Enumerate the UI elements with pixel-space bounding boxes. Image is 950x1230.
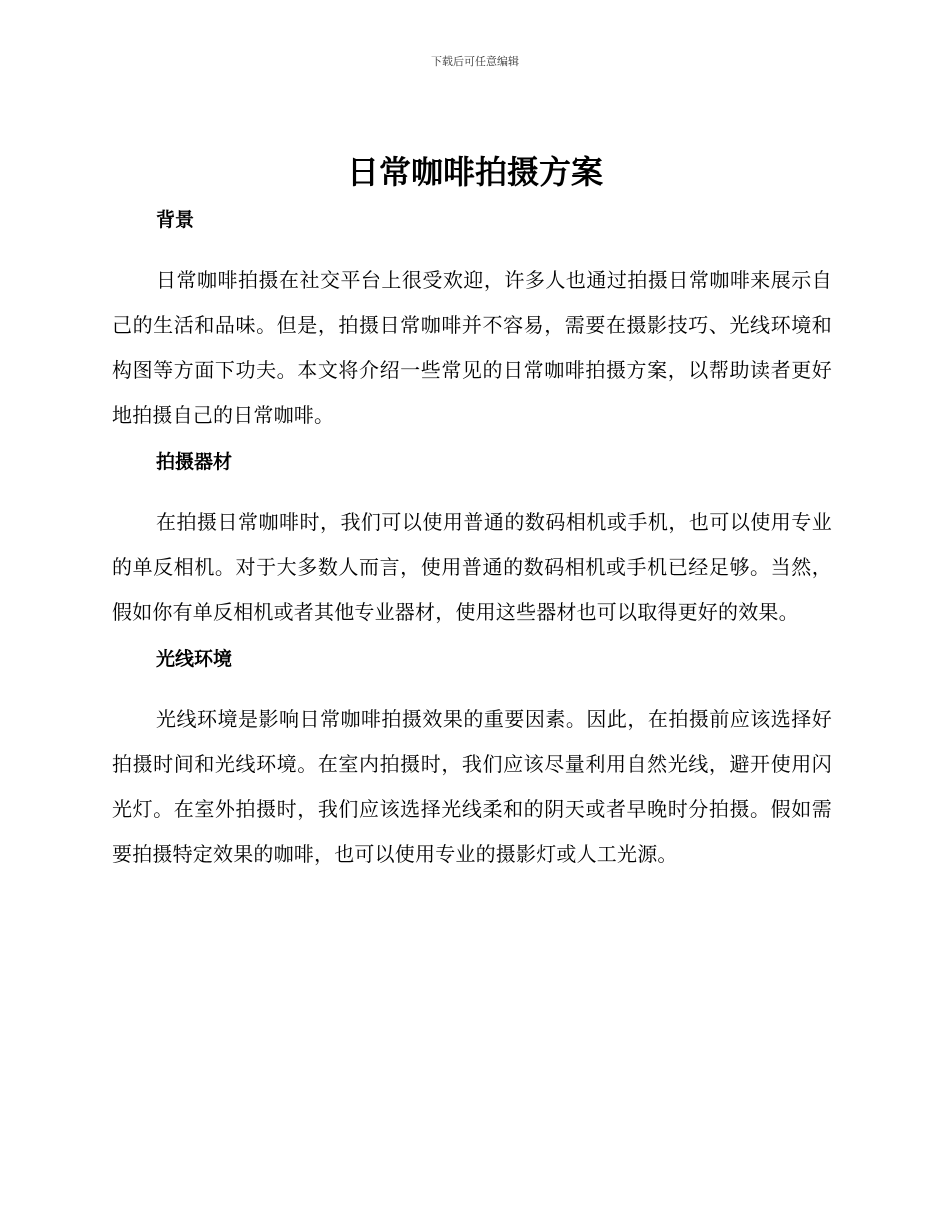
section-paragraph-lighting: 光线环境是影响日常咖啡拍摄效果的重要因素。因此，在拍摄前应该选择好拍摄时间和光线环境。在室内拍摄时，我们应该尽量利用自然光线，避开使用闪光灯。在室外拍摄时，我们应该选择光线柔和的阴天或者早晚时分拍摄。假如需要拍摄特定效果的咖啡，也可以使用专业的摄影灯或人工光源。 bbox=[112, 707, 832, 866]
section-heading-lighting: 光线环境 bbox=[156, 648, 233, 670]
section-heading-equipment: 拍摄器材 bbox=[156, 451, 233, 473]
document-title: 日常咖啡拍摄方案 bbox=[346, 153, 603, 191]
section-heading-background: 背景 bbox=[156, 209, 195, 231]
document-body bbox=[112, 202, 832, 877]
section-paragraph-equipment: 在拍摄日常咖啡时，我们可以使用普通的数码相机或手机，也可以使用专业的单反相机。对于大多数人而言，使用普通的数码相机或手机已经足够。当然，假如你有单反相机或者其他专业器材，使用这些器材也可以取得更好的效果。 bbox=[112, 510, 832, 624]
page-header-note: 下载后可任意编辑 bbox=[431, 55, 519, 68]
section-paragraph-background: 日常咖啡拍摄在社交平台上很受欢迎，许多人也通过拍摄日常咖啡来展示自己的生活和品味。但是，拍摄日常咖啡并不容易，需要在摄影技巧、光线环境和构图等方面下功夫。本文将介绍一些常见的日常咖啡拍摄方案，以帮助读者更好地拍摄自己的日常咖啡。 bbox=[112, 268, 832, 427]
